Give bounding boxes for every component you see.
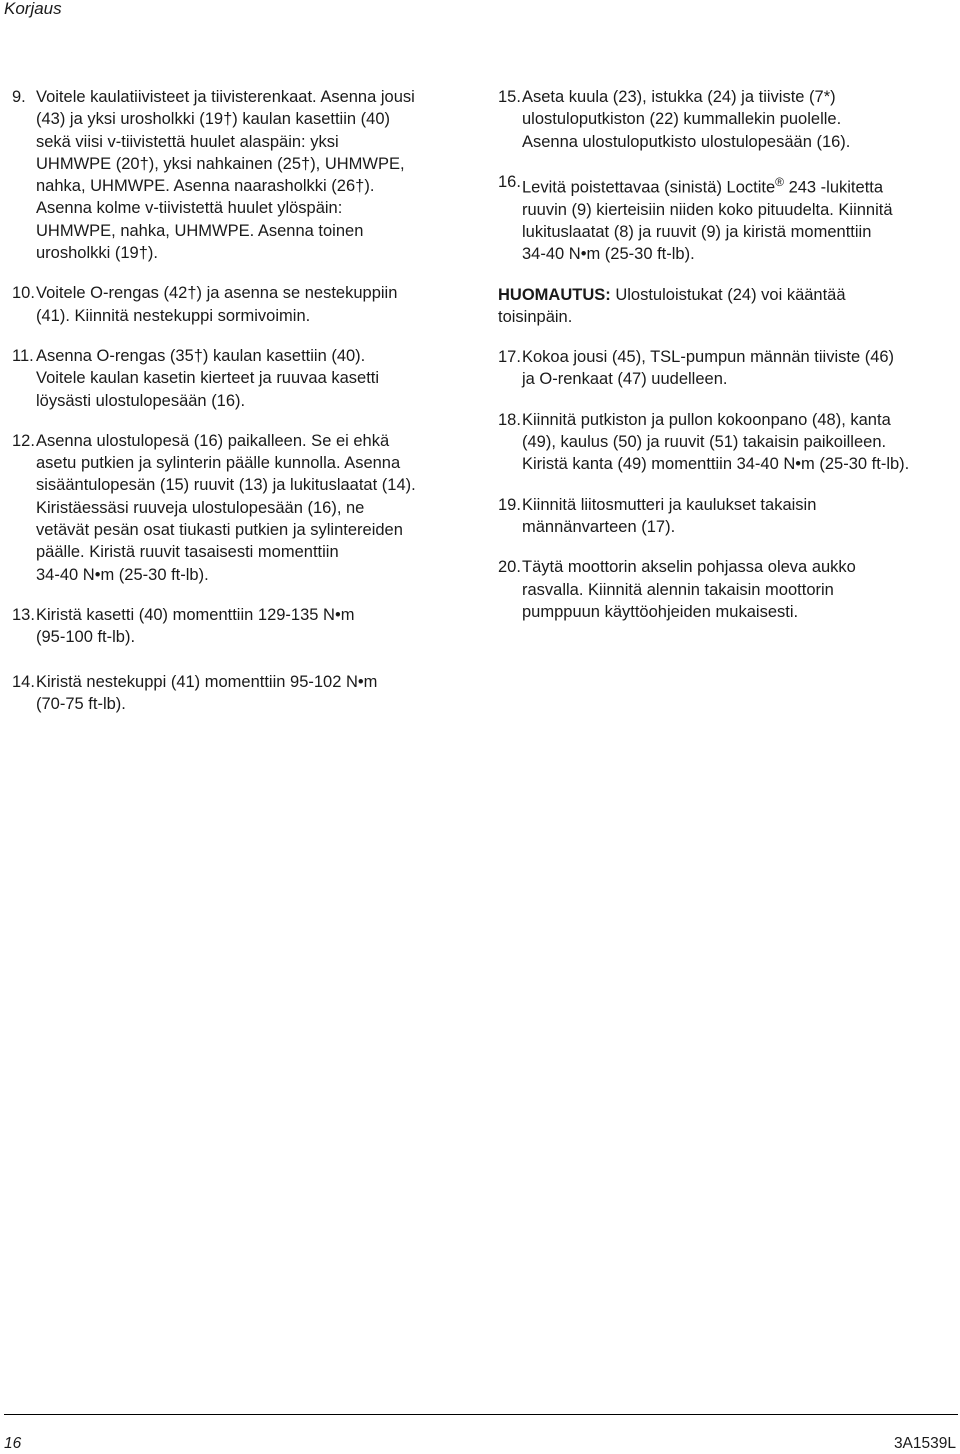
- step-number: 14.: [12, 673, 35, 691]
- step-text-part: Levitä poistettavaa (sinistä) Loctite: [522, 178, 776, 197]
- step-number: 20.: [498, 558, 521, 577]
- step-number: 17.: [498, 348, 521, 367]
- step-14: [12, 671, 482, 716]
- step-15: [498, 86, 958, 153]
- step-20: [498, 556, 958, 623]
- step-text: Täytä moottorin akselin pohjassa oleva aukko rasvalla. Kiinnitä alennin takaisin moottorin pumppuun käyttöohjeiden mukaisesti.: [522, 558, 856, 621]
- step-text: Aseta kuula (23), istukka (24) ja tiiviste (7*) ulostuloputkiston (22) kummallekin puolelle. Asenna ulostuloputkisto ulostulopesään (16).: [522, 88, 851, 151]
- step-16: [498, 171, 958, 266]
- step-number: 16.: [498, 172, 521, 191]
- note-label: HUOMAUTUS:: [498, 285, 611, 304]
- right-column: [498, 86, 958, 641]
- step-number: 9.: [12, 88, 26, 106]
- step-number: 15.: [498, 88, 521, 106]
- step-number: 10.: [12, 284, 35, 303]
- step-text-part: 243 -lukitetta ruuvin (9) kierteisiin niiden koko pituudelta. Kiinnitä lukituslaatat (8) ja ruuvit (9) ja kiristä momenttiin 34-40 N•m (25-30 ft-lb).: [522, 178, 893, 264]
- step-text: Kiinnitä liitosmutteri ja kaulukset takaisin männänvarteen (17).: [522, 495, 817, 536]
- step-text: [522, 171, 958, 266]
- note-text: Ulostuloistukat (24) voi kääntää toisinpäin.: [498, 285, 846, 326]
- registered-mark: ®: [775, 174, 784, 189]
- step-text: Voitele kaulatiivisteet ja tiivisterenkaat. Asenna jousi (43) ja yksi urosholkki (19†) kaulan kasettiin (40) sekä viisi v-tiivistettä huulet alaspäin: yksi UHMWPE (20†), yksi nahkainen (25†), UHMWPE, nahka, UHMWPE. Asenna naarasholkki (26†). Asenna kolme v-tiivistettä huulet ylöspäin: UHMWPE, nahka, UHMWPE. Asenna toinen urosholkki (19†).: [36, 88, 415, 263]
- step-13: [12, 604, 482, 649]
- step-12: [12, 430, 482, 586]
- step-10: [12, 282, 482, 327]
- step-19: [498, 494, 958, 539]
- step-17: [498, 346, 958, 391]
- step-text: Kokoa jousi (45), TSL-pumpun männän tiiviste (46) ja O-renkaat (47) uudelleen.: [522, 348, 895, 389]
- step-number: 11.: [12, 346, 34, 365]
- step-text: Asenna ulostulopesä (16) paikalleen. Se ei ehkä asetu putkien ja sylinterin päälle kunnolla. Asenna sisääntulopesän (15) ruuvit (13) ja lukituslaatat (14). Kiristäessäsi ruuveja ulostulopesään (16), ne vetävät pesän osat tiukasti putkien ja sylintereiden päälle. Kiristä ruuvit tasaisesti momenttiin 34-40 N•m (25-30 ft-lb).: [36, 431, 416, 584]
- footer-divider: [4, 1414, 958, 1415]
- left-column: [12, 86, 482, 667]
- document-code: 3A1539L: [893, 1435, 956, 1452]
- step-text: Asenna O-rengas (35†) kaulan kasettiin (40). Voitele kaulan kasetin kierteet ja ruuvaa kasetti löysästi ulostulopesään (16).: [36, 346, 380, 410]
- step-text: Kiristä nestekuppi (41) momenttiin 95-102 N•m (70-75 ft-lb).: [36, 673, 378, 714]
- step-number: 13.: [12, 605, 35, 624]
- step-text: Kiristä kasetti (40) momenttiin 129-135 N•m (95-100 ft-lb).: [36, 605, 355, 647]
- step-number: 18.: [498, 410, 521, 429]
- step-9: [12, 86, 482, 264]
- step-text: Kiinnitä putkiston ja pullon kokoonpano (48), kanta (49), kaulus (50) ja ruuvit (51) takaisin paikoilleen. Kiristä kanta (49) momenttiin 34-40 N•m (25-30 ft-lb).: [522, 410, 910, 474]
- step-number: 19.: [498, 495, 521, 514]
- step-18: [498, 409, 958, 476]
- page-number: 16: [4, 1435, 22, 1452]
- step-text: Voitele O-rengas (42†) ja asenna se nestekuppiin (41). Kiinnitä nestekuppi sormivoimin.: [36, 284, 398, 325]
- note: [498, 284, 958, 329]
- step-number: 12.: [12, 431, 35, 450]
- step-11: [12, 345, 482, 412]
- section-title: Korjaus: [4, 0, 62, 18]
